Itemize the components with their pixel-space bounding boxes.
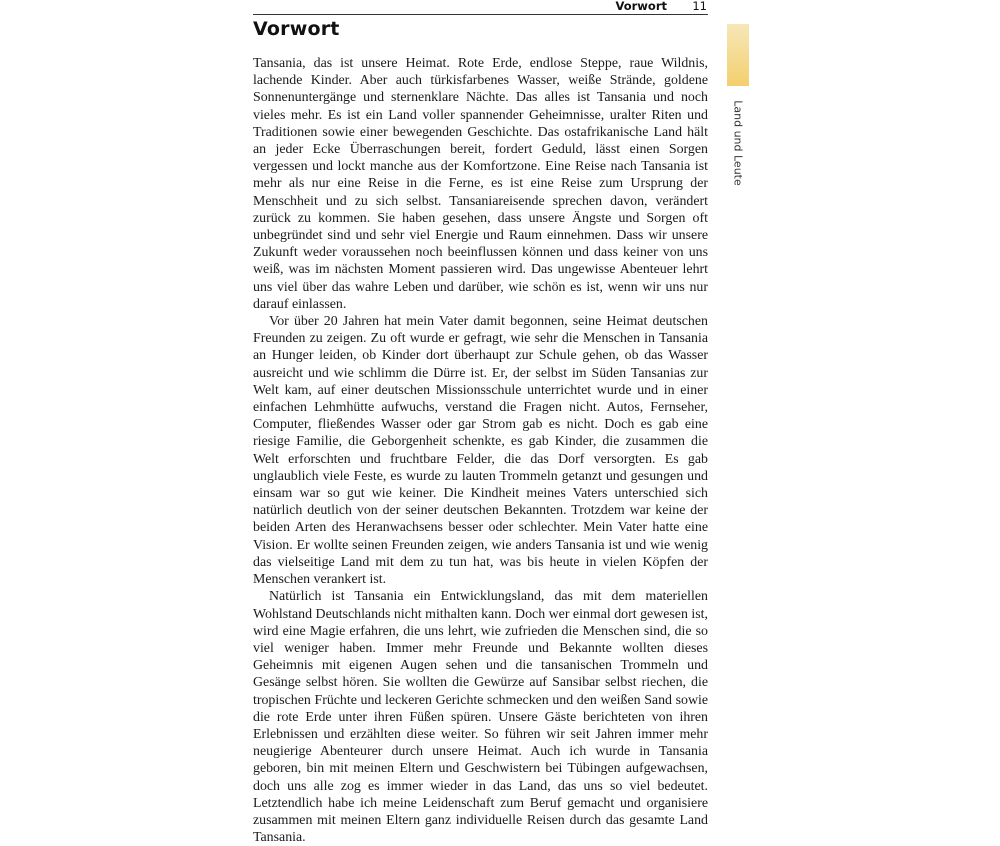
paragraph: Tansania, das ist unsere Heimat. Rote Erde, endlose Steppe, raue Wildnis, lachende Kinder. Aber auch türkisfarbenes Wasser, weiße Strände, goldene Sonnenuntergänge und sternenklare Nächte. Das alles ist Tansania und noch vieles mehr. Es ist ein Land voller spannender Geheimnisse, uralter Riten und Traditionen sowie einer bewegenden Geschichte. Das ostafrikanische Land hält an jeder Ecke Überraschungen bereit, fordert Geduld, lässt einen Sorgen vergessen und lockt manche aus der Komfortzone. Eine Reise nach Tansania ist mehr als nur eine Reise in die Ferne, es ist eine Reise zum Ursprung der Menschheit und zu sich selbst. Tansaniareisende sprechen davon, verändert zurück zu kommen. Sie haben gesehen, dass unsere Ängste und Sorgen oft unbegründet sind und sehr viel Energie und Raum einnehmen. Dass wir unsere Zukunft weder voraussehen noch beeinflussen können und dass keiner von uns weiß, was im nächsten Moment passieren wird. Das ungewisse Abenteuer lehrt uns viel über das wahre Leben und darüber, wie schön es ist, wenn wir uns nur darauf einlassen. xyxy=(253,56,708,312)
chapter-title: Vorwort xyxy=(253,18,340,40)
running-header-section: Vorwort xyxy=(615,0,667,13)
paragraph: Natürlich ist Tansania ein Entwicklungsland, das mit dem materiellen Wohlstand Deutschlands nicht mithalten kann. Doch wer einmal dort gewesen ist, wird eine Magie erfahren, die uns lehrt, wie zufrieden die Menschen sind, die so viel weniger haben. Immer mehr Freunde und Bekannte wollten dieses Geheimnis mit eigenen Augen sehen und die tansanischen Trommeln und Gesänge selbst hören. Sie wollten die Gewürze auf Sansibar selbst riechen, die tropischen Früchte und leckeren Gerichte schmecken und den weißen Sand sowie die rote Erde unter ihren Füßen spüren. Unsere Gäste berichteten von ihren Erlebnissen und erzählten diese weiter. So führen wir seit Jahren immer mehr neugierige Abenteurer durch unsere Heimat. Auch ich wurde in Tansania geboren, bin mit meinen Eltern und Geschwistern bei Tübingen aufgewachsen, doch uns alle zog es immer wieder in das Land, das uns so viel bedeutet. Letztendlich habe ich meine Leidenschaft zum Beruf gemacht und organisiere zusammen mit meinen Eltern ganz individuelle Reisen durch das gesamte Land Tansania. xyxy=(253,589,708,846)
paragraph: Vor über 20 Jahren hat mein Vater damit begonnen, seine Heimat deutschen Freunden zu zeigen. Zu oft wurde er gefragt, wie sehr die Menschen in Tansania an Hunger leiden, ob Kinder dort überhaupt zur Schule gehen, ob das Wasser ausreicht und wie schlimm die Dürre ist. Er, der selbst im Süden Tansanias zur Welt kam, auf einer deutschen Missionsschule unterrichtet wurde und in einer einfachen Lehmhütte aufwuchs, verstand die Fragen nicht. Autos, Fernseher, Computer, fließendes Wasser oder gar Strom gab es nicht. Doch es gab eine riesige Familie, die Geborgenheit schenkte, es gab Kinder, die zusammen die Welt erforschten und fruchtbare Felder, die das Dorf versorgten. Es gab unglaublich viele Feste, es wurde zu lauten Trommeln getanzt und gesungen und einsam war so gut wie keiner. Die Kindheit meines Vaters unterschied sich natürlich deutlich von der seiner deutschen Bekannten. Trotzdem war keine der beiden Arten des Heranwachsens besser oder schlechter. Mein Vater hatte eine Vision. Er wollte seinen Freunden zeigen, wie anders Tansania ist und wie wenig das vielseitige Land mit dem zu tun hat, was bis heute in vielen Köpfen der Menschen verankert ist. xyxy=(253,314,708,588)
running-header xyxy=(253,0,708,15)
chapter-thumb-tab xyxy=(727,24,749,86)
page-number: 11 xyxy=(692,0,707,13)
body-text xyxy=(253,55,708,846)
chapter-side-label: Land und Leute xyxy=(731,100,745,186)
